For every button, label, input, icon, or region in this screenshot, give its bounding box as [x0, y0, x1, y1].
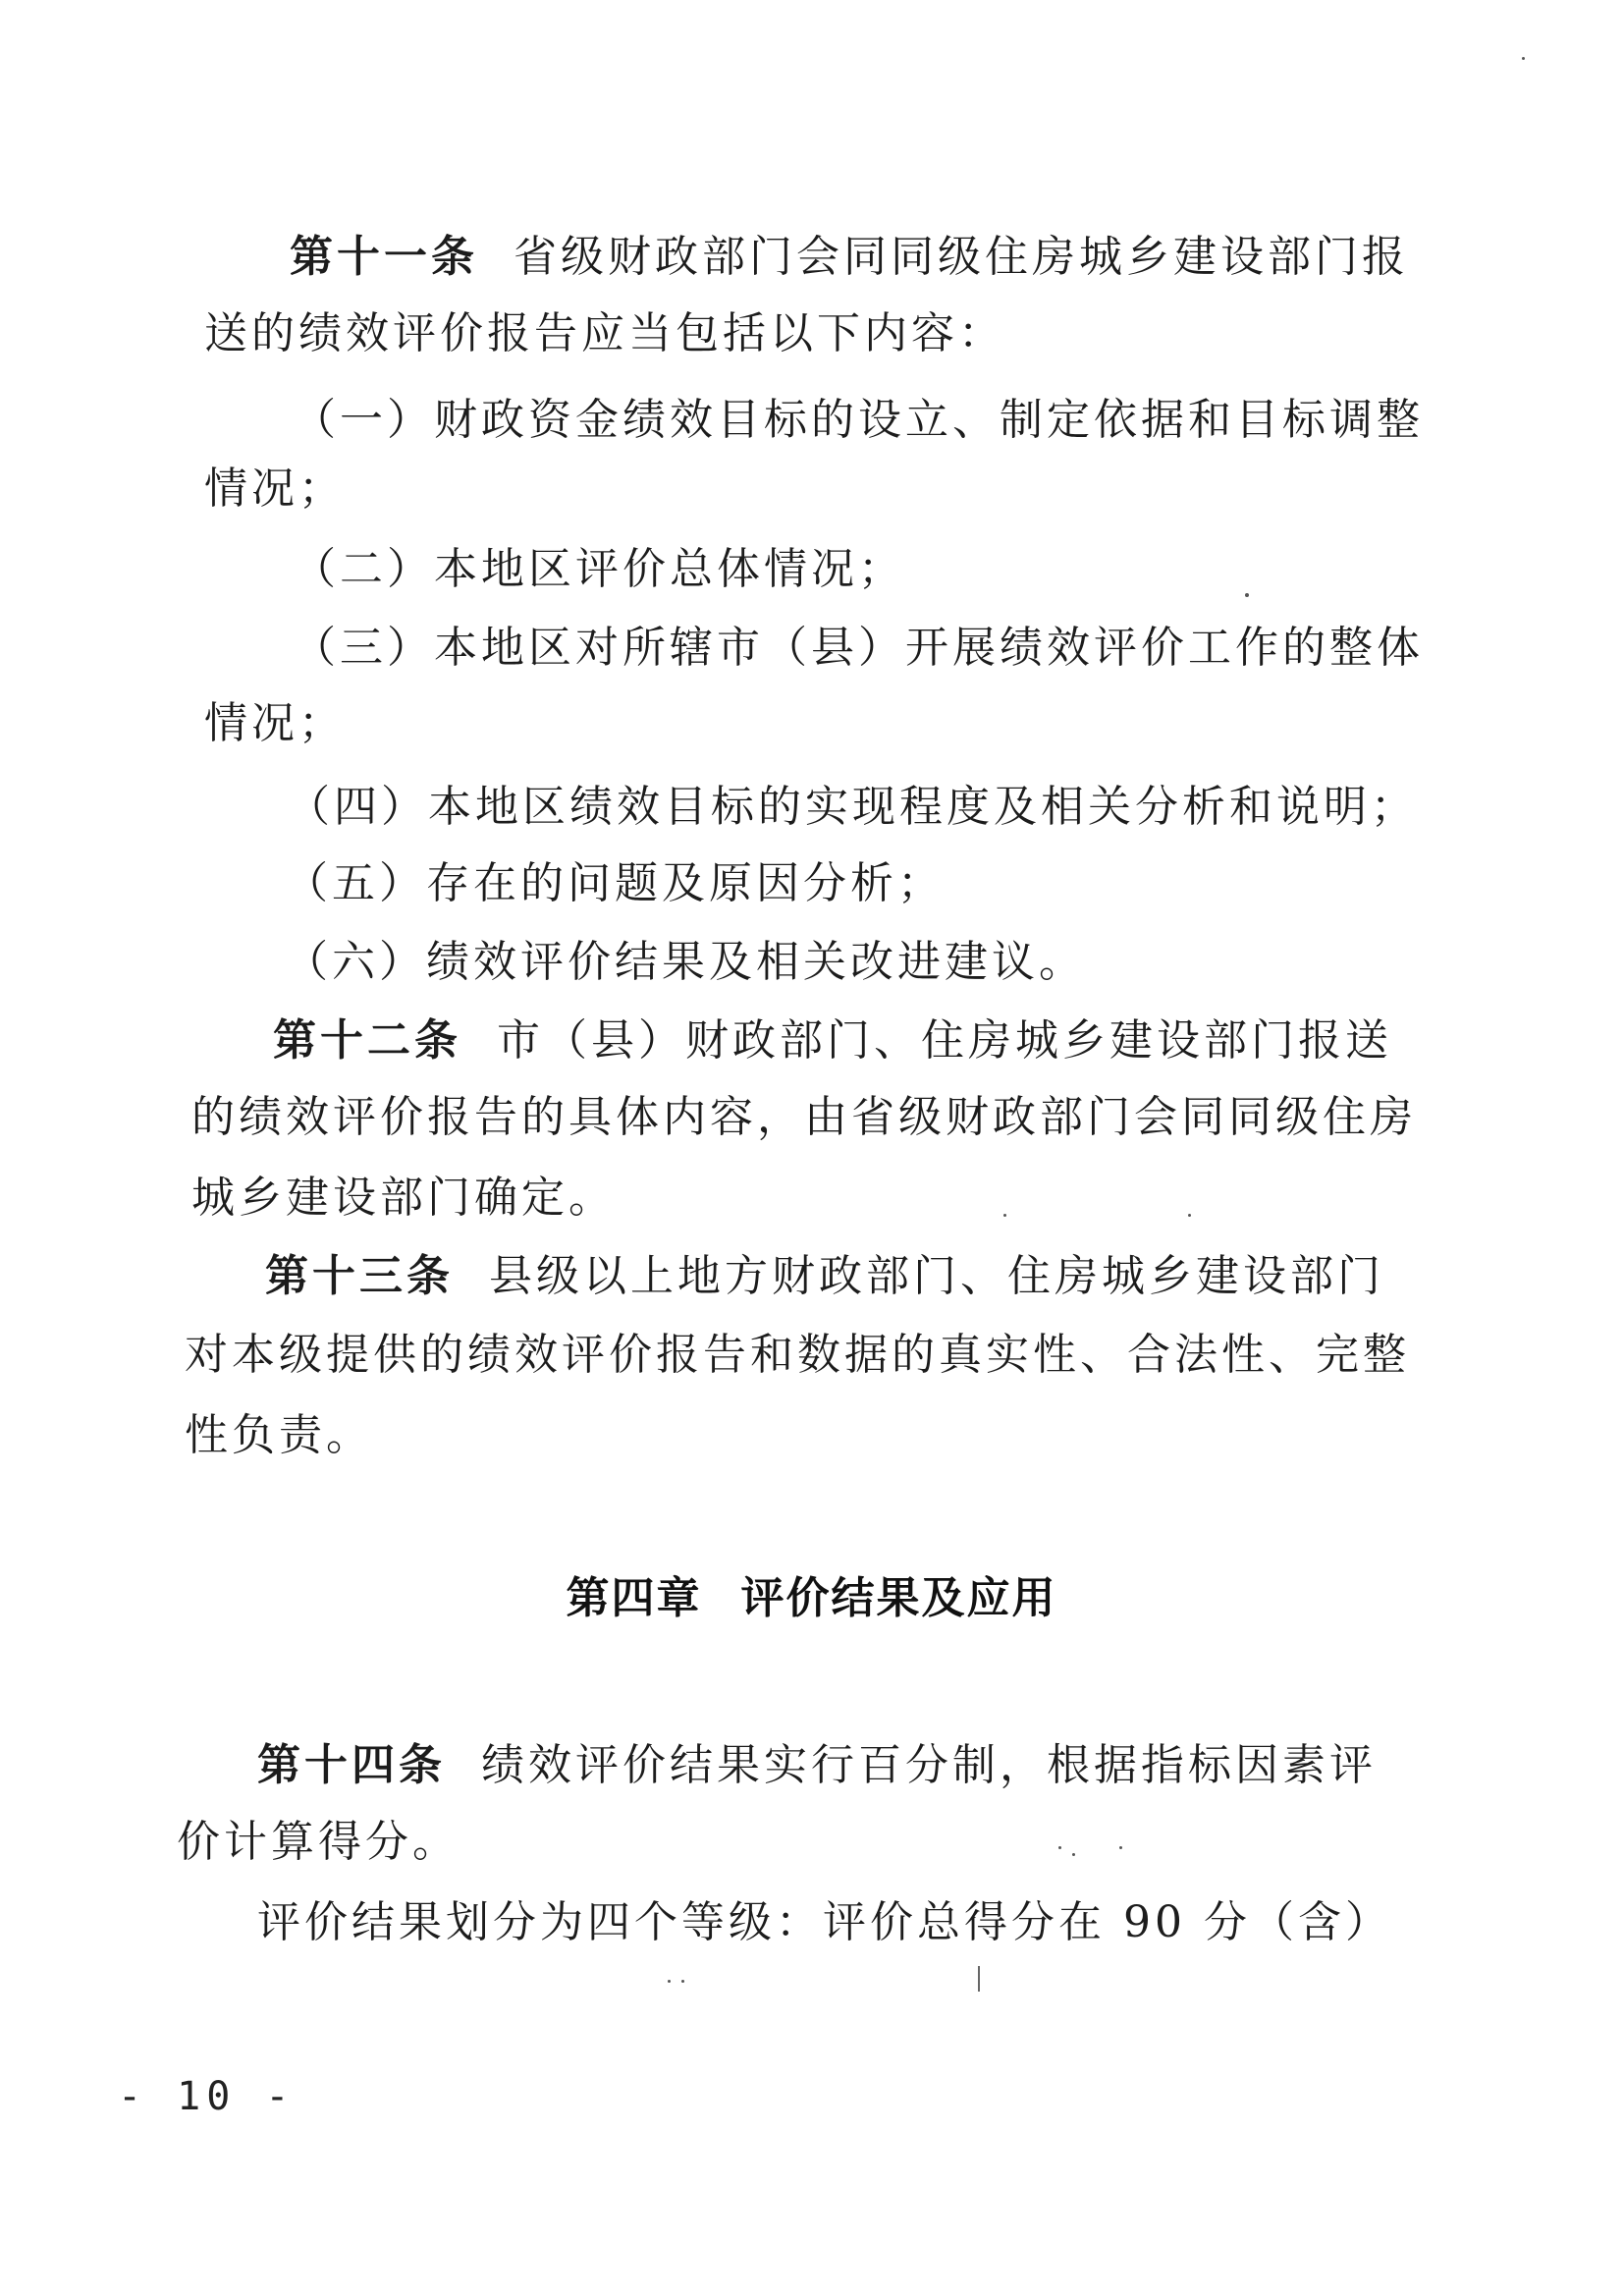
article-14-para-2-line-1: 评价结果划分为四个等级：评价总得分在 90 分（含）: [257, 1897, 1392, 1947]
article-11-line-1: [290, 228, 1409, 287]
article-13-label: 第十三条: [265, 1251, 454, 1301]
article-14-line-2: 价计算得分。: [177, 1817, 460, 1867]
article-11-item-1-line-1: （一）财政资金绩效目标的设立、制定依据和目标调整: [293, 395, 1424, 445]
article-11-text: 省级财政部门会同同级住房城乡建设部门报: [513, 232, 1409, 282]
article-14-label: 第十四条: [257, 1740, 446, 1790]
scan-speck: [1058, 1846, 1061, 1849]
chapter-title: 评价结果及应用: [740, 1573, 1057, 1623]
scan-speck: [1003, 1214, 1006, 1217]
scan-speck: [1119, 1846, 1122, 1849]
article-13-line-1: [265, 1247, 1384, 1306]
scan-speck: [1245, 593, 1249, 597]
page-number: - 10 -: [118, 2074, 296, 2119]
scan-speck: [1072, 1853, 1075, 1856]
scan-mark: [978, 1966, 980, 1992]
scan-speck: [668, 1980, 671, 1983]
article-12-label: 第十二条: [273, 1015, 461, 1066]
article-12-line-2: 的绩效评价报告的具体内容，由省级财政部门会同同级住房: [191, 1092, 1417, 1142]
article-11-item-6: （六）绩效评价结果及相关改进建议。: [285, 937, 1086, 987]
article-13-text: 县级以上地方财政部门、住房城乡建设部门: [488, 1251, 1384, 1301]
article-13-line-2: 对本级提供的绩效评价报告和数据的真实性、合法性、完整: [185, 1330, 1410, 1380]
article-12-text: 市（县）财政部门、住房城乡建设部门报送: [496, 1015, 1392, 1066]
article-11-item-3-line-2: 情况；: [204, 698, 346, 748]
article-11-item-1-line-2: 情况；: [204, 464, 346, 514]
article-11-item-2: （二）本地区评价总体情况；: [293, 544, 905, 594]
article-11-item-3-line-1: （三）本地区对所辖市（县）开展绩效评价工作的整体: [293, 623, 1424, 673]
article-11-label: 第十一条: [290, 232, 478, 282]
scan-speck: [681, 1980, 684, 1983]
chapter-heading: [0, 1569, 1623, 1628]
scan-speck: [1188, 1214, 1191, 1217]
scan-speck: [1522, 57, 1525, 60]
chapter-number: 第四章: [566, 1573, 702, 1623]
article-11-item-4: （四）本地区绩效目标的实现程度及相关分析和说明；: [287, 782, 1418, 832]
article-12-line-3: 城乡建设部门确定。: [191, 1173, 616, 1223]
article-14-text: 绩效评价结果实行百分制，根据指标因素评: [480, 1740, 1377, 1790]
article-11-item-5: （五）存在的问题及原因分析；: [285, 858, 945, 908]
article-12-line-1: [273, 1011, 1392, 1070]
article-14-line-1: [257, 1736, 1377, 1795]
article-13-line-3: 性负责。: [185, 1410, 373, 1460]
article-11-line-2: 送的绩效评价报告应当包括以下内容：: [204, 308, 1005, 358]
